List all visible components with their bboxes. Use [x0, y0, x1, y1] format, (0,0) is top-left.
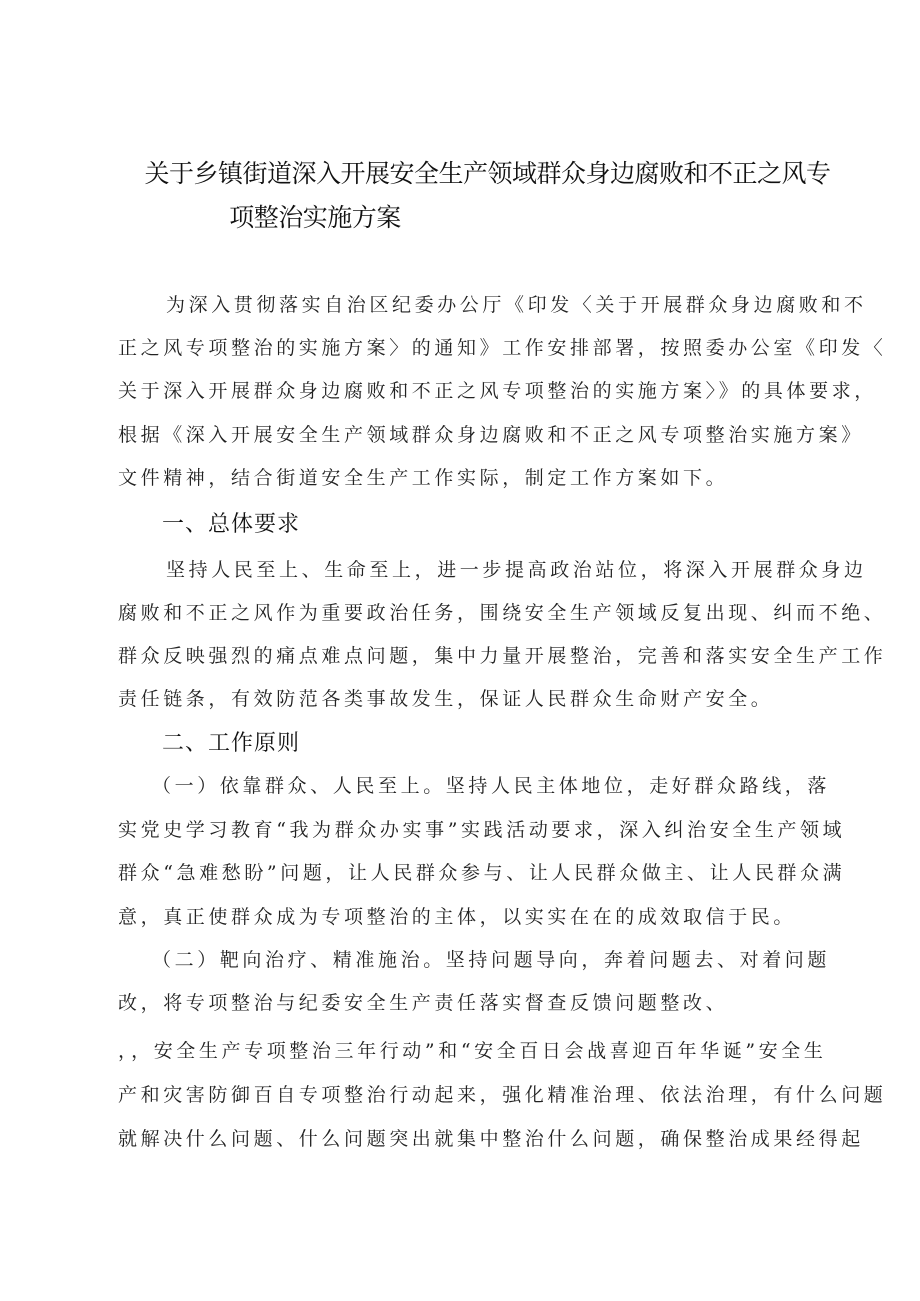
section1-line-2: 腐败和不正之风作为重要政治任务，围绕安全生产领域反复出现、纠而不绝、 [118, 602, 887, 624]
intro-line-5: 文件精神，结合街道安全生产工作实际，制定工作方案如下。 [118, 467, 729, 489]
intro-line-4: 根据《深入开展安全生产领域群众身边腐败和不正之风专项整治实施方案》 [118, 424, 864, 446]
principle2-line-2: 改，将专项整治与纪委安全生产责任落实督查反馈问题整改、 [118, 992, 729, 1014]
principle2-line-1: （二）靶向治疗、精准施治。坚持问题导向，奔着问题去、对着问题 [152, 949, 831, 971]
intro-line-2: 正之风专项整治的实施方案〉的通知》工作安排部署，按照委办公室《印发〈 [118, 337, 887, 359]
document-title [0, 152, 920, 240]
principle1-line-3: 群众“急难愁盼”问题，让人民群众参与、让人民群众做主、让人民群众满 [118, 862, 846, 884]
intro-line-1: 为深入贯彻落实自治区纪委办公厅《印发〈关于开展群众身边腐败和不 [166, 294, 867, 316]
title-line-1: 关于乡镇街道深入开展安全生产领域群众身边腐败和不正之风专 [144, 159, 831, 188]
section1-line-1: 坚持人民至上、生命至上，进一步提高政治站位，将深入开展群众身边 [166, 559, 867, 581]
principle2-line-5: 就解决什么问题、什么问题突出就集中整治什么问题，确保整治成果经得起 [118, 1128, 864, 1150]
section1-line-3: 群众反映强烈的痛点难点问题，集中力量开展整治，完善和落实安全生产工作 [118, 645, 887, 667]
intro-line-3: 关于深入开展群众身边腐败和不正之风专项整治的实施方案〉》的具体要求， [118, 380, 877, 402]
principle1-line-2: 实党史学习教育“我为群众办实事”实践活动要求，深入纠治安全生产领域 [118, 819, 846, 841]
section1-line-4: 责任链条，有效防范各类事故发生，保证人民群众生命财产安全。 [118, 688, 774, 710]
principle1-line-1: （一）依靠群众、人民至上。坚持人民主体地位，走好群众路线，落 [152, 775, 831, 797]
section-heading-general-requirements: 一、总体要求 [162, 512, 301, 537]
title-line-2: 项整治实施方案 [229, 203, 401, 232]
section-heading-work-principles: 二、工作原则 [162, 731, 301, 756]
principle2-line-3: ，，安全生产专项整治三年行动”和“安全百日会战喜迎百年华诞”安全生 [118, 1040, 827, 1062]
principle2-line-4: 产和灾害防御百自专项整治行动起来，强化精准治理、依法治理，有什么问题 [118, 1084, 887, 1106]
principle1-line-4: 意，真正使群众成为专项整治的主体，以实实在在的成效取信于民。 [118, 906, 797, 928]
